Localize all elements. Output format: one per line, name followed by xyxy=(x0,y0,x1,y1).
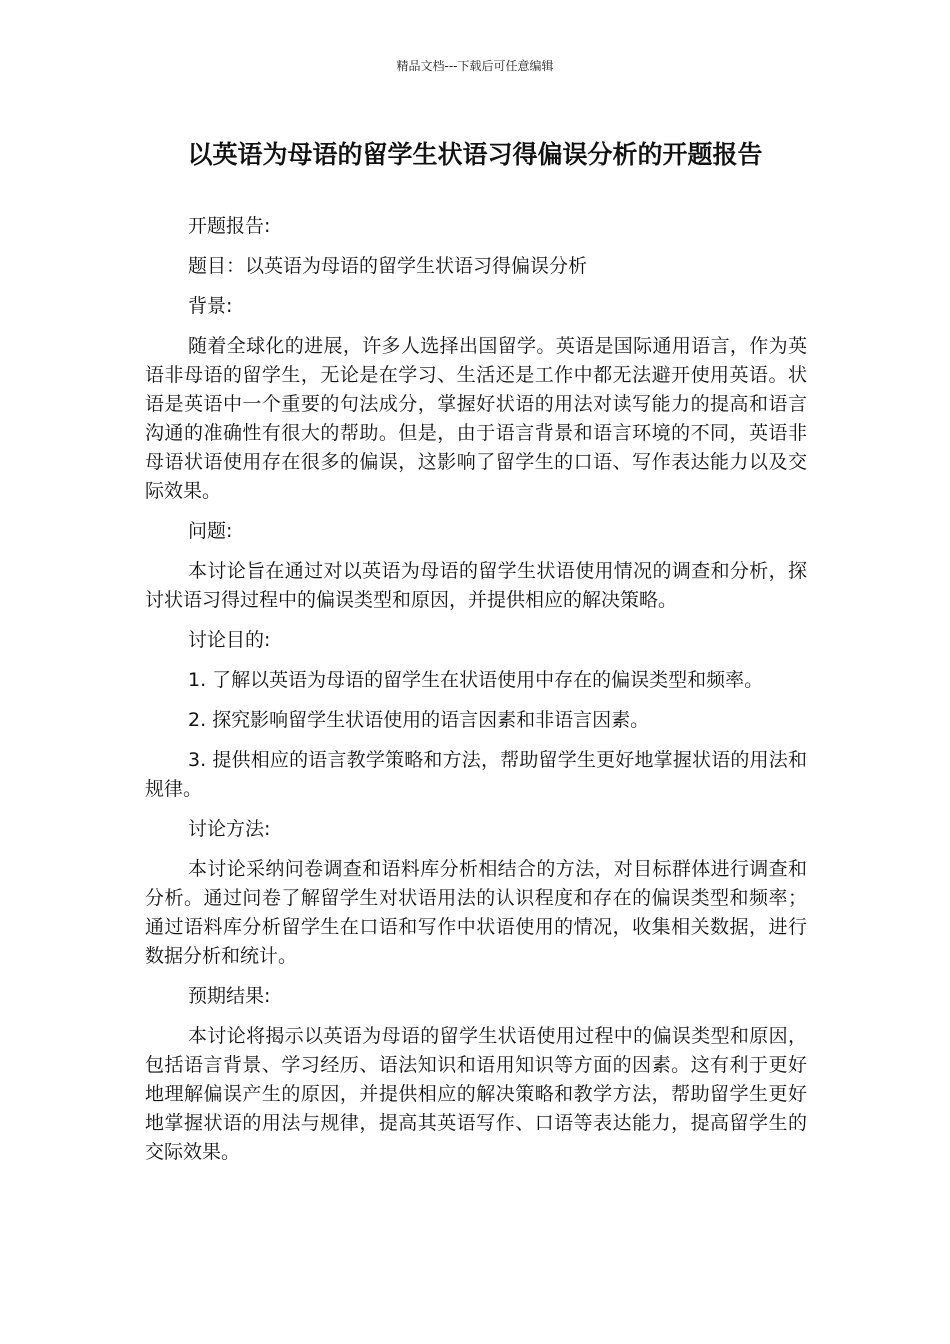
topic-line: 题目：以英语为母语的留学生状语习得偏误分析 xyxy=(188,255,588,277)
document-body xyxy=(145,212,807,1178)
document-title: 以英语为母语的留学生状语习得偏误分析的开题报告 xyxy=(187,140,763,169)
problem-paragraph: 本讨论旨在通过对以英语为母语的留学生状语使用情况的调查和分析，探讨状语习得过程中的偏误类型和原因，并提供相应的解决策略。 xyxy=(145,560,807,611)
method-paragraph: 本讨论采纳问卷调查和语料库分析相结合的方法，对目标群体进行调查和分析。通过问卷了解留学生对状语用法的认识程度和存在的偏误类型和频率；通过语料库分析留学生在口语和写作中状语使用的情况，收集相关数据，进行数据分析和统计。 xyxy=(145,858,807,967)
goal-item-2: 2. 探究影响留学生状语使用的语言因素和非语言因素。 xyxy=(188,709,650,731)
background-paragraph: 随着全球化的进展，许多人选择出国留学。英语是国际通用语言，作为英语非母语的留学生，无论是在学习、生活还是工作中都无法避开使用英语。状语是英语中一个重要的句法成分，掌握好状语的用法对读写能力的提高和语言沟通的准确性有很大的帮助。但是，由于语言背景和语言环境的不同，英语非母语状语使用存在很多的偏误，这影响了留学生的口语、写作表达能力以及交际效果。 xyxy=(145,335,807,502)
goal-item-1: 1. 了解以英语为母语的留学生在状语使用中存在的偏误类型和频率。 xyxy=(188,669,764,691)
goal-item-3: 3. 提供相应的语言教学策略和方法，帮助留学生更好地掌握状语的用法和规律。 xyxy=(145,749,807,800)
expected-paragraph: 本讨论将揭示以英语为母语的留学生状语使用过程中的偏误类型和原因，包括语言背景、学习经历、语法知识和语用知识等方面的因素。这有利于更好地理解偏误产生的原因，并提供相应的解决策略和教学方法，帮助留学生更好地掌握状语的用法与规律，提高其英语写作、口语等表达能力，提高留学生的交际效果。 xyxy=(145,1025,807,1163)
section-label-background: 背景: xyxy=(188,295,233,317)
section-label-method: 讨论方法: xyxy=(188,818,271,840)
section-label-report: 开题报告: xyxy=(188,215,271,237)
section-label-expected: 预期结果: xyxy=(188,985,271,1007)
header-note: 精品文档---下载后可任意编辑 xyxy=(396,59,554,73)
section-label-goals: 讨论目的: xyxy=(188,629,271,651)
section-label-problem: 问题: xyxy=(188,520,233,542)
